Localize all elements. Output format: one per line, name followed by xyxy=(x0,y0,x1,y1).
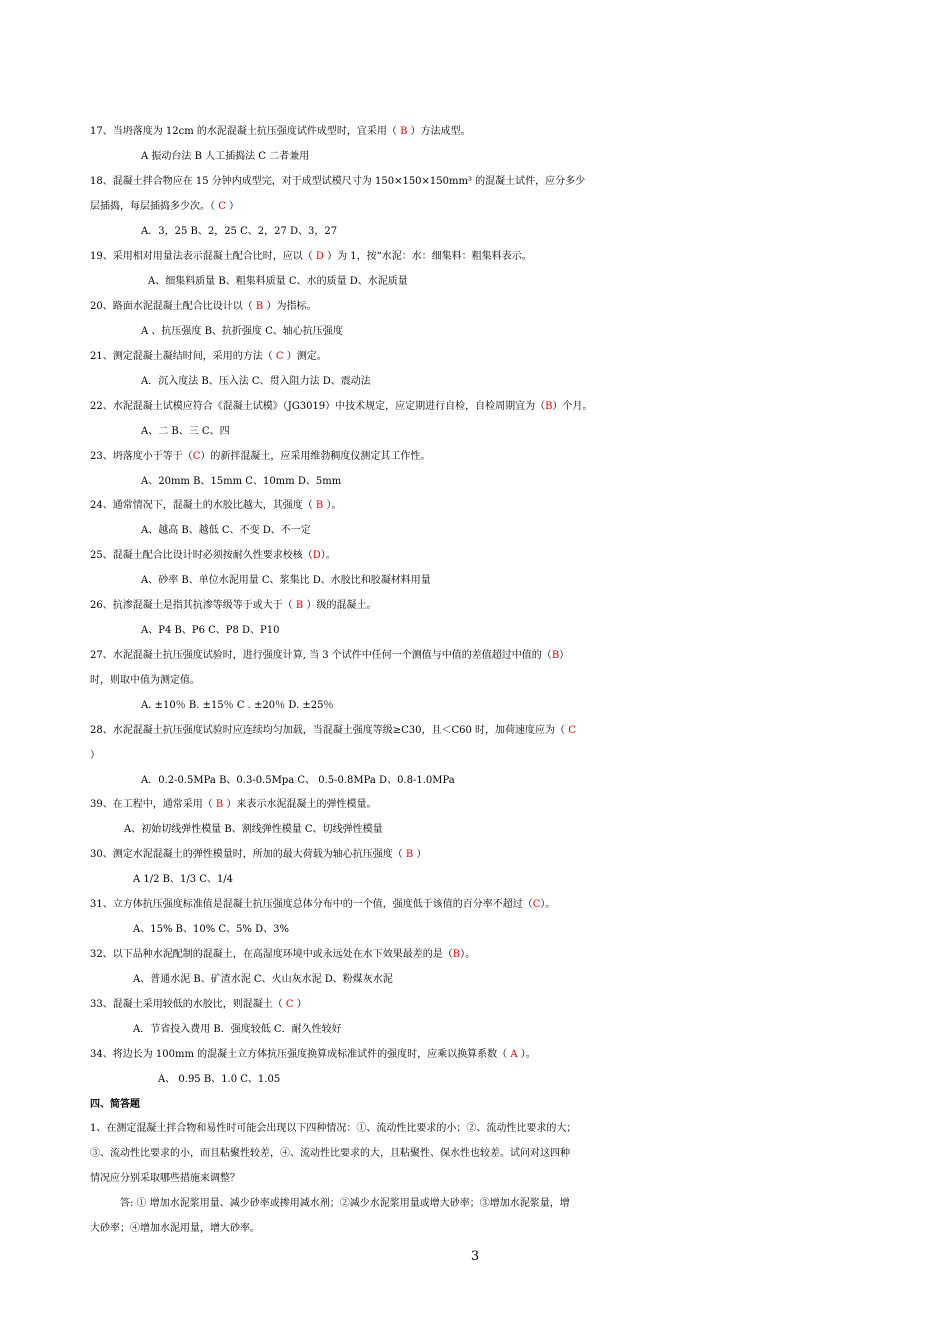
answer-30: B xyxy=(405,849,414,860)
question-26: 26、抗渗混凝土是指其抗渗等级等于或大于（ B ）级的混凝土。 xyxy=(90,600,377,611)
options-22: A、二 B、三 C、四 xyxy=(141,426,230,437)
short-answer-question-line3: 情况应分别采取哪些措施来调整？ xyxy=(90,1173,240,1184)
answer-31: C xyxy=(532,899,541,910)
question-28-line2: ） xyxy=(90,750,100,761)
short-answer-question-line2: ③、流动性比要求的小，而且粘聚性较差，④、流动性比要求的大，且粘聚性、保水性也较差。试问对这四种 xyxy=(90,1148,570,1159)
question-25: 25、混凝土配合比设计时必须按耐久性要求校核（D）。 xyxy=(90,550,336,561)
options-39: A、初始切线弹性模量 B、割线弹性模量 C、切线弹性模量 xyxy=(124,824,383,835)
answer-24: B xyxy=(315,500,324,511)
question-23: 23、坍落度小于等于（C）的新拌混凝土，应采用维勃稠度仪测定其工作性。 xyxy=(90,451,431,462)
options-30: A 1/2 B、1/3 C、1/4 xyxy=(133,874,234,885)
options-27: A. ±10％ B. ±15％ C . ±20％ D. ±25％ xyxy=(141,700,334,711)
options-33: A．节省投入费用 B．强度较低 C．耐久性较好 xyxy=(133,1024,342,1035)
options-19: A、细集料质量 B、粗集料质量 C、水的质量 D、水泥质量 xyxy=(148,276,408,287)
question-18-line2: 层插捣，每层插捣多少次。（ C ） xyxy=(90,201,240,212)
answer-34: A xyxy=(510,1049,518,1060)
answer-18: C xyxy=(218,201,226,212)
options-23: A、20mm B、15mm C、10mm D、5mm xyxy=(141,476,342,487)
question-20: 20、路面水泥混凝土配合比设计以（ B ）为指标。 xyxy=(90,301,317,312)
question-30: 30、测定水泥混凝土的弹性模量时，所加的最大荷载为轴心抗压强度（ B ） xyxy=(90,849,427,860)
question-34: 34、将边长为 100mm 的混凝土立方体抗压强度换算成标准试件的强度时，应乘以换算系数（ A ）。 xyxy=(90,1049,536,1060)
options-32: A、普通水泥 B、矿渣水泥 C、火山灰水泥 D、粉煤灰水泥 xyxy=(133,974,393,985)
answer-21: C xyxy=(275,351,284,362)
answer-20: B xyxy=(255,301,264,312)
answer-28: C xyxy=(568,725,576,736)
question-31: 31、立方体抗压强度标准值是混凝土抗压强度总体分布中的一个值，强度低于该值的百分率不超过（C）。 xyxy=(90,899,556,910)
answer-33: C xyxy=(285,999,294,1010)
options-24: A、越高 B、越低 C、不变 D、不一定 xyxy=(141,525,311,536)
answer-26: B xyxy=(295,600,304,611)
question-17: 17、当坍落度为 12cm 的水泥混凝土抗压强度试件成型时，宜采用（ B ）方法成型。 xyxy=(90,126,471,137)
question-39: 39、在工程中，通常采用（ B ）来表示水泥混凝土的弹性模量。 xyxy=(90,799,377,810)
options-25: A、砂率 B、单位水泥用量 C、浆集比 D、水胶比和胶凝材料用量 xyxy=(141,575,431,586)
question-27-line1: 27、水泥混凝土抗压强度试验时，进行强度计算, 当 3 个试件中任何一个测值与中值的差值超过中值的（B） xyxy=(90,650,570,661)
options-34: A、 0.95 B、1.0 C、1.05 xyxy=(158,1074,281,1085)
options-17: A 振动台法 B 人工插捣法 C 二者兼用 xyxy=(141,151,310,162)
question-19: 19、采用相对用量法表示混凝土配合比时，应以（ D ）为 1，按“水泥：水：细集料：粗集料表示。 xyxy=(90,251,532,262)
answer-17: B xyxy=(400,126,408,137)
answer-27: B xyxy=(551,650,560,661)
section-heading: 四、简答题 xyxy=(90,1099,140,1110)
options-31: A、15% B、10% C、5% D、3% xyxy=(133,924,289,935)
short-answer-line1: 答: ① 增加水泥浆用量、减少砂率或掺用减水剂；②减少水泥浆用量或增大砂率；③增加水泥浆量，增 xyxy=(120,1198,570,1209)
short-answer-line2: 大砂率；④增加水泥用量，增大砂率。 xyxy=(90,1223,260,1234)
answer-32: B xyxy=(452,949,461,960)
question-21: 21、测定混凝土凝结时间，采用的方法（ C ）测定。 xyxy=(90,351,327,362)
options-26: A、P4 B、P6 C、P8 D、P10 xyxy=(141,625,280,636)
short-answer-question-line1: 1、在测定混凝土拌合物和易性时可能会出现以下四种情况：①、流动性比要求的小；②、流动性比要求的大； xyxy=(90,1123,577,1134)
answer-23: C xyxy=(192,451,201,462)
answer-19: D xyxy=(315,251,324,262)
options-18: A．3，25 B、2，25 C、2，27 D、3，27 xyxy=(141,226,338,237)
question-27-line2: 时，则取中值为测定值。 xyxy=(90,675,200,686)
question-24: 24、通常情况下，混凝土的水胶比越大，其强度（ B ）。 xyxy=(90,500,342,511)
question-28-line1: 28、水泥混凝土抗压强度试验时应连续均匀加载，当混凝土强度等级≥C30，且＜C60 时，加荷速度应为（ C xyxy=(90,725,576,736)
page-number: 3 xyxy=(470,1249,480,1264)
answer-39: B xyxy=(215,799,224,810)
answer-22: B xyxy=(545,401,553,412)
options-21: A．沉入度法 B、压入法 C、贯入阻力法 D、震动法 xyxy=(141,376,371,387)
options-28: A．0.2-0.5MPa B、0.3-0.5Mpa C、 0.5-0.8MPa D、0.8-1.0MPa xyxy=(141,775,455,786)
answer-25: D xyxy=(312,550,321,561)
options-20: A 、抗压强度 B、抗折强度 C、轴心抗压强度 xyxy=(141,326,343,337)
question-32: 32、以下品种水泥配制的混凝土，在高湿度环境中或永远处在水下效果最差的是（B）。 xyxy=(90,949,476,960)
question-22: 22、水泥混凝土试模应符合《混凝土试模》（JG3019）中技术规定，应定期进行自检，自检周期宜为（B）个月。 xyxy=(90,401,593,412)
question-18-line1: 18、混凝土拌合物应在 15 分钟内成型完，对于成型试模尺寸为 150×150×150mm³ 的混凝土试件，应分多少 xyxy=(90,176,586,187)
question-33: 33、混凝土采用较低的水胶比，则混凝土（ C ） xyxy=(90,999,307,1010)
